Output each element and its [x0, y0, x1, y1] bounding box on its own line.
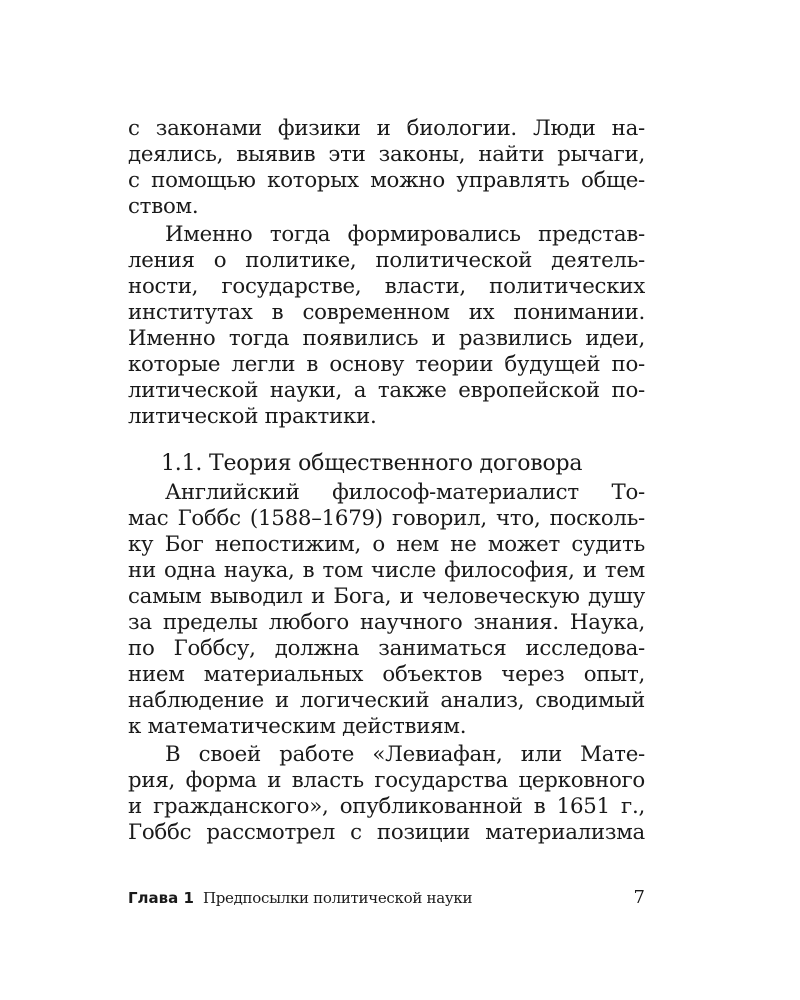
text-line: литической науки, а также европейской по- — [128, 378, 645, 404]
footer-chapter-label: Глава 1 — [128, 889, 194, 907]
text-line: деялись, выявив эти законы, найти рычаги, — [128, 142, 645, 168]
text-line: к математическим действиям. — [128, 714, 467, 740]
text-line: самым выводил и Бога, и человеческую душу — [128, 584, 645, 610]
section-heading: 1.1. Теория общественного договора — [161, 451, 583, 476]
text-line: институтах в современном их понимании. — [128, 300, 645, 326]
text-line: и гражданского», опубликованной в 1651 г., — [128, 794, 645, 820]
text-line: наблюдение и логический анализ, сводимый — [128, 688, 645, 714]
text-line: ством. — [128, 194, 199, 220]
page-number: 7 — [633, 887, 645, 908]
text-line: литической практики. — [128, 404, 377, 430]
footer-chapter-title: Предпосылки политической науки — [202, 889, 473, 907]
text-line: рия, форма и власть государства церковного — [128, 768, 645, 794]
text-line: за пределы любого научного знания. Наука, — [128, 610, 645, 636]
text-line: В своей работе «Левиафан, или Мате- — [165, 742, 645, 767]
paragraph-4 — [128, 742, 645, 846]
text-line: мас Гоббс (1588–1679) говорил, что, посколь- — [128, 506, 645, 532]
paragraph-2 — [128, 222, 645, 430]
paragraph-1 — [128, 116, 645, 220]
page-footer — [128, 885, 645, 911]
text-line: Именно тогда появились и развились идеи, — [128, 326, 645, 352]
text-line: ности, государстве, власти, политических — [128, 274, 645, 300]
text-line: Английский философ-материалист То- — [165, 480, 645, 505]
text-line: ления о политике, политической деятель- — [128, 248, 645, 274]
paragraph-3 — [128, 480, 645, 740]
text-line: с законами физики и биологии. Люди на- — [128, 116, 645, 141]
text-line: Именно тогда формировались представ- — [165, 222, 645, 247]
text-line: Гоббс рассмотрел с позиции материализма — [128, 820, 645, 846]
text-line: ку Бог непостижим, о нем не может судить — [128, 532, 645, 558]
text-line: ни одна наука, в том числе философия, и тем — [128, 558, 645, 584]
text-line: которые легли в основу теории будущей по- — [128, 352, 645, 378]
text-line: с помощью которых можно управлять обще- — [128, 168, 645, 194]
text-line: нием материальных объектов через опыт, — [128, 662, 645, 688]
text-line: по Гоббсу, должна заниматься исследова- — [128, 636, 645, 662]
